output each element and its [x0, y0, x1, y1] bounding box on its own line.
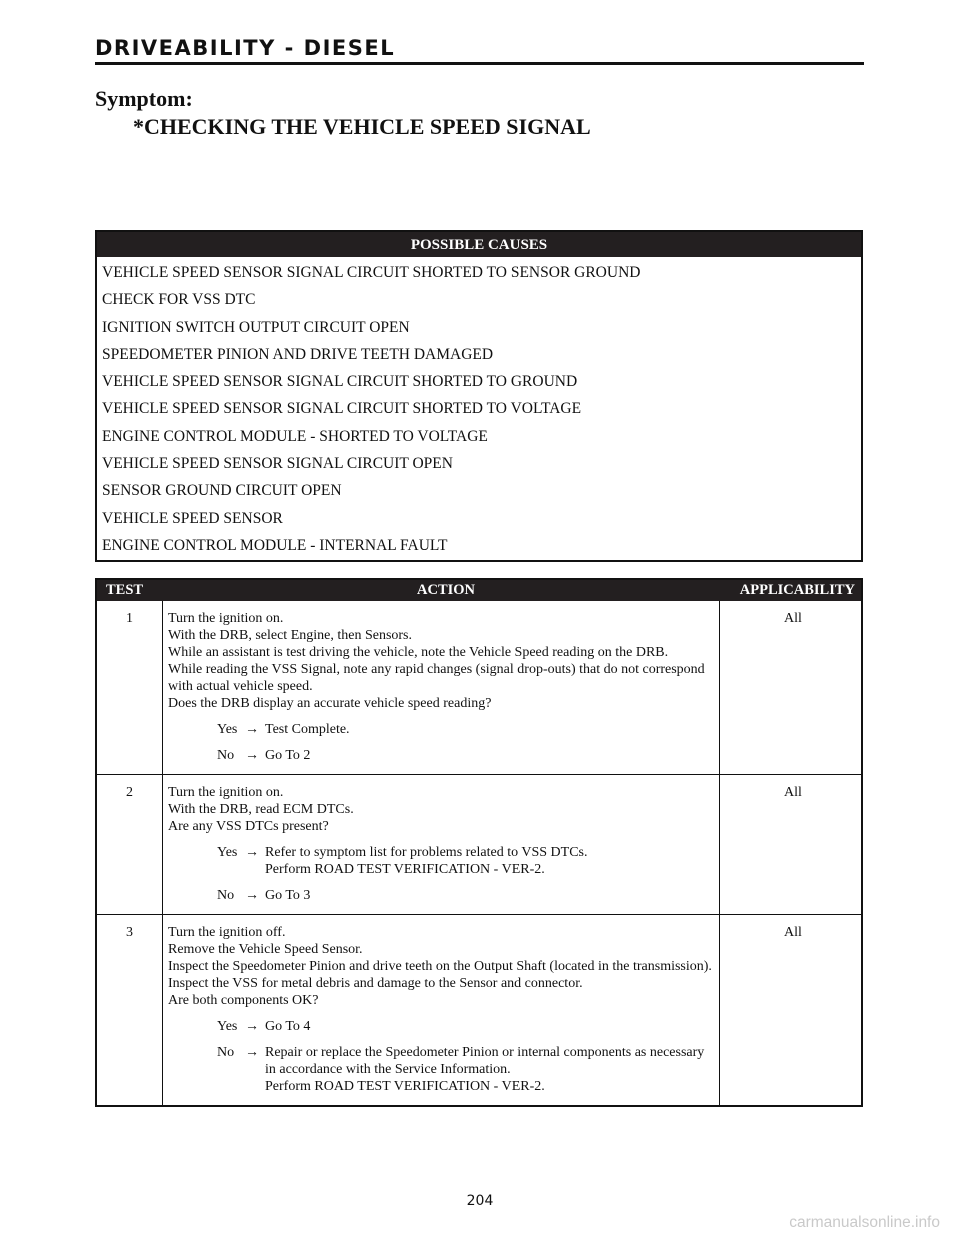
outcome [168, 1044, 716, 1095]
outcome [168, 844, 716, 878]
test-table-header [97, 580, 861, 601]
test-row [97, 774, 861, 914]
outcome-result [265, 1044, 716, 1095]
cause-item: ENGINE CONTROL MODULE - SHORTED TO VOLTAGE [102, 427, 488, 445]
action-step: While an assistant is test driving the vehicle, note the Vehicle Speed reading on the DRB. [168, 645, 669, 660]
action-step: Inspect the Speedometer Pinion and drive teeth on the Output Shaft (located in the transmission). [168, 959, 712, 974]
cause-item: SENSOR GROUND CIRCUIT OPEN [102, 482, 342, 500]
col-action-header: ACTION [417, 582, 476, 598]
cause-item: VEHICLE SPEED SENSOR [102, 509, 283, 527]
action-step: With the DRB, read ECM DTCs. [168, 802, 354, 817]
action-step: With the DRB, select Engine, then Sensors. [168, 628, 413, 643]
possible-causes-table [95, 230, 863, 562]
possible-causes-heading: POSSIBLE CAUSES [97, 232, 861, 257]
action-step: Inspect the VSS for metal debris and damage to the Sensor and connector. [168, 976, 583, 991]
outcome-result [265, 844, 716, 878]
outcome-result [265, 887, 716, 904]
header-rule [95, 62, 864, 65]
action-step: Turn the ignition on. [168, 611, 284, 626]
test-number: 2 [97, 775, 163, 914]
outcome [168, 887, 716, 904]
action-step: Remove the Vehicle Speed Sensor. [168, 942, 363, 957]
test-action [163, 775, 720, 914]
outcome-answer: No [217, 1045, 235, 1060]
outcome [168, 747, 716, 764]
section-header: DRIVEABILITY - DIESEL [95, 36, 396, 60]
cause-item: IGNITION SWITCH OUTPUT CIRCUIT OPEN [102, 318, 410, 336]
arrow-right-icon: → [245, 1019, 259, 1034]
outcome-result-line: Refer to symptom list for problems related to VSS DTCs. [265, 845, 588, 860]
outcome [168, 1018, 716, 1035]
test-table [95, 578, 863, 1107]
action-step: Turn the ignition on. [168, 785, 284, 800]
arrow-right-icon: → [245, 748, 259, 763]
cause-item: VEHICLE SPEED SENSOR SIGNAL CIRCUIT OPEN [102, 455, 453, 473]
outcome-result [265, 747, 716, 764]
cause-item: VEHICLE SPEED SENSOR SIGNAL CIRCUIT SHORTED TO GROUND [102, 373, 578, 391]
outcome-result-line: Go To 4 [265, 1019, 311, 1034]
test-applicability: All [784, 925, 802, 940]
outcome-result-line: Test Complete. [265, 722, 350, 737]
arrow-right-icon: → [245, 888, 259, 903]
outcome-result [265, 721, 716, 738]
test-action [163, 915, 720, 1105]
symptom-title: *CHECKING THE VEHICLE SPEED SIGNAL [133, 114, 591, 139]
arrow-right-icon: → [245, 845, 259, 860]
cause-item: ENGINE CONTROL MODULE - INTERNAL FAULT [102, 536, 448, 554]
watermark: carmanualsonline.info [789, 1214, 940, 1231]
test-rows [97, 601, 861, 1105]
possible-causes-list [97, 257, 861, 560]
outcome [168, 721, 716, 738]
col-applicability-header: APPLICABILITY [739, 582, 855, 598]
cause-item: SPEEDOMETER PINION AND DRIVE TEETH DAMAGED [102, 345, 494, 363]
outcome-answer: Yes [217, 845, 238, 860]
action-step: While reading the VSS Signal, note any rapid changes (signal drop-outs) that do not correspond with actual vehicle speed. [168, 662, 705, 694]
arrow-right-icon: → [245, 722, 259, 737]
outcome-answer: No [217, 888, 235, 903]
cause-item: VEHICLE SPEED SENSOR SIGNAL CIRCUIT SHORTED TO VOLTAGE [102, 400, 582, 418]
outcome-answer: Yes [217, 1019, 238, 1034]
cause-item: CHECK FOR VSS DTC [102, 291, 256, 309]
action-step: Are both components OK? [168, 993, 319, 1008]
outcome-result-line: Perform ROAD TEST VERIFICATION - VER-2. [265, 862, 545, 877]
page-number: 204 [466, 1193, 494, 1209]
outcome-result-line: Perform ROAD TEST VERIFICATION - VER-2. [265, 1079, 545, 1094]
outcome-result [265, 1018, 716, 1035]
test-number: 1 [97, 601, 163, 774]
outcome-result-line: Go To 2 [265, 748, 311, 763]
col-test-header: TEST [106, 582, 144, 598]
action-step: Does the DRB display an accurate vehicle speed reading? [168, 696, 492, 711]
arrow-right-icon: → [245, 1045, 259, 1060]
outcome-result-line: Repair or replace the Speedometer Pinion or internal components as necessary in accordance with the Service Information. [265, 1045, 705, 1077]
symptom-label: Symptom: [95, 86, 193, 111]
test-number: 3 [97, 915, 163, 1105]
test-applicability: All [784, 785, 802, 800]
outcome-answer: Yes [217, 722, 238, 737]
action-step: Are any VSS DTCs present? [168, 819, 329, 834]
test-action [163, 601, 720, 774]
outcome-result-line: Go To 3 [265, 888, 311, 903]
outcome-answer: No [217, 748, 235, 763]
action-step: Turn the ignition off. [168, 925, 286, 940]
test-applicability: All [784, 611, 802, 626]
test-row [97, 601, 861, 774]
test-row [97, 914, 861, 1105]
cause-item: VEHICLE SPEED SENSOR SIGNAL CIRCUIT SHORTED TO SENSOR GROUND [102, 264, 641, 281]
